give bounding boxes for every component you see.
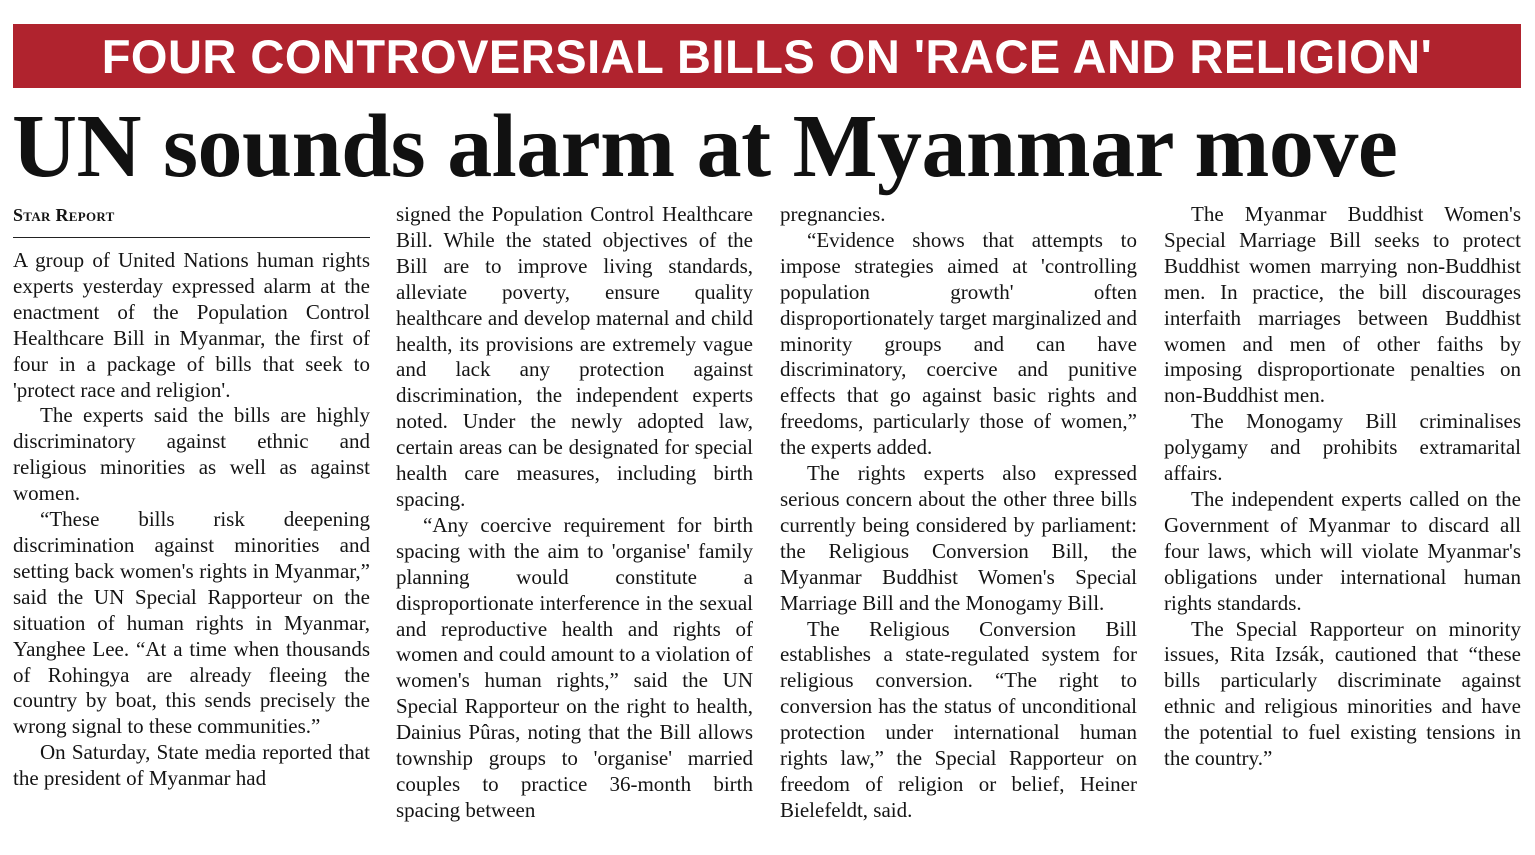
headline: UN sounds alarm at Myanmar move xyxy=(12,97,1398,196)
article-column-2 xyxy=(396,202,753,824)
paragraph: The experts said the bills are highly discriminatory against ethnic and religious minorities as well as against women. xyxy=(13,403,370,506)
article-column-4 xyxy=(1164,202,1521,772)
byline: Star Report xyxy=(13,202,370,238)
paragraph: The Special Rapporteur on minority issues, Rita Izsák, cautioned that “these bills particularly discriminate against ethnic and religious minorities and have the potential to fuel existing tensions in the country.” xyxy=(1164,616,1521,771)
paragraph: “Any coercive requirement for birth spacing with the aim to 'organise' family planning would constitute a disproportionate interference in the sexual and reproductive health and rights of women and could amount to a violation of women's human rights,” said the UN Special Rapporteur on the right to health, Dainius Pûras, noting that the Bill allows township groups to 'organise' married couples to practice 36-month birth spacing between xyxy=(396,512,753,822)
paragraph: The Monogamy Bill criminalises polygamy and prohibits extramarital affairs. xyxy=(1164,409,1521,486)
article-column-3 xyxy=(780,202,1137,824)
paragraph: “These bills risk deepening discrimination against minorities and setting back women's rights in Myanmar,” said the UN Special Rapporteur on the situation of human rights in Myanmar, Yanghee Lee. “At a time when thousands of Rohingya are already fleeing the country by boat, this sends precisely the wrong signal to these communities.” xyxy=(13,507,370,739)
paragraph: A group of United Nations human rights experts yesterday expressed alarm at the enactment of the Population Control Healthcare Bill in Myanmar, the first of four in a package of bills that seek to 'protect race and religion'. xyxy=(13,248,370,402)
article-column-1 xyxy=(13,202,370,792)
banner-title: FOUR CONTROVERSIAL BILLS ON 'RACE AND RELIGION' xyxy=(101,29,1433,83)
paragraph: On Saturday, State media reported that the president of Myanmar had xyxy=(13,740,370,791)
paragraph: “Evidence shows that attempts to impose strategies aimed at 'controlling population growth' often disproportionately target marginalized and minority groups and can have discriminatory, coercive and punitive effects that go against basic rights and freedoms, particularly those of women,” the experts added. xyxy=(780,227,1137,460)
paragraph: The rights experts also expressed serious concern about the other three bills currently being considered by parliament: the Religious Conversion Bill, the Myanmar Buddhist Women's Special Marriage Bill and the Monogamy Bill. xyxy=(780,461,1137,615)
paragraph: The Religious Conversion Bill establishes a state-regulated system for religious conversion. “The right to conversion has the status of unconditional protection under international human rights law,” the Special Rapporteur on freedom of religion or belief, Heiner Bielefeldt, said. xyxy=(780,616,1137,822)
paragraph: The independent experts called on the Government of Myanmar to discard all four laws, which will violate Myanmar's obligations under international human rights standards. xyxy=(1164,486,1521,615)
paragraph: signed the Population Control Healthcare Bill. While the stated objectives of the Bill are to improve living standards, alleviate poverty, ensure quality healthcare and develop maternal and child health, its provisions are extremely vague and lack any protection against discrimination, the independent experts noted. Under the newly adopted law, certain areas can be designated for special health care measures, including birth spacing. xyxy=(396,202,753,511)
paragraph: pregnancies. xyxy=(780,202,886,226)
section-banner xyxy=(13,24,1521,88)
paragraph: The Myanmar Buddhist Women's Special Marriage Bill seeks to protect Buddhist women marrying non-Buddhist men. In practice, the bill discourages interfaith marriages between Buddhist women and men of other faiths by imposing disproportionate penalties on non-Buddhist men. xyxy=(1164,202,1521,408)
